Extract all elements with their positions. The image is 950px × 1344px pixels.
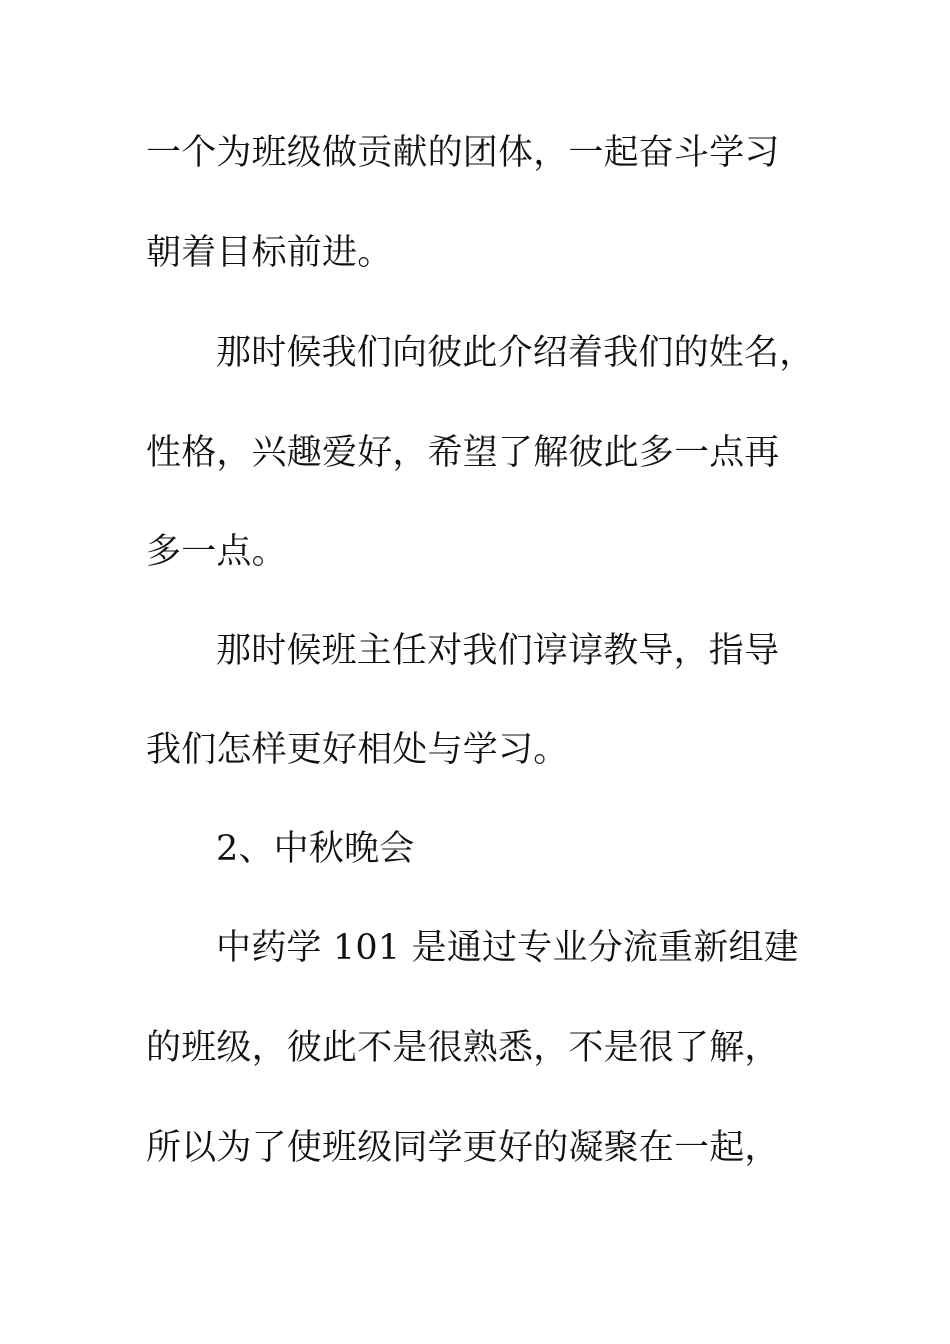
text-line-2: 朝着目标前进。 [146,233,393,273]
text-line-11: 所以为了使班级同学更好的凝聚在一起， [146,1128,780,1168]
text-line-3: 那时候我们向彼此介绍着我们的姓名， [216,333,815,373]
text-line-5: 多一点。 [146,532,287,572]
section-heading: 2、中秋晚会 [216,829,415,869]
text-line-10: 的班级，彼此不是很熟悉，不是很了解， [146,1028,780,1068]
text-line-9: 中药学 101 是通过专业分流重新组建 [216,928,799,968]
text-line-6: 那时候班主任对我们谆谆教导，指导 [216,631,780,671]
text-line-7: 我们怎样更好相处与学习。 [146,730,569,770]
text-line-1: 一个为班级做贡献的团体，一起奋斗学习 [146,133,780,173]
text-line-4: 性格，兴趣爱好，希望了解彼此多一点再 [146,433,780,473]
